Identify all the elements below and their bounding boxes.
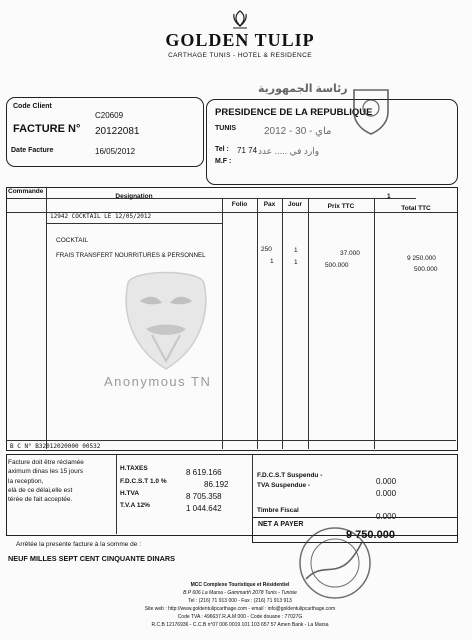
stamp-arabic-bottom: وارد في ..... عدد [258,146,320,156]
header-folio: Folio [231,201,248,208]
tva-value: 1 044.642 [186,504,222,513]
footer-line-5: Code TVA : 496637.R.A.M 000 - Code douane : 77027G [177,614,303,620]
footer-line-4: Site web : http://www.goldentulipcarthage.com - email : info@goldentulipcarthage.com [144,606,336,612]
row-3-total: 500.000 [414,266,438,273]
recipient-city: TUNIS [215,125,236,132]
stamp-date: 2012 - ماي - 30 [264,126,332,137]
footer-line-1: MCC Complexe Touristique et Résidentiel [190,582,290,588]
recipient-name: PRESIDENCE DE LA REPUBLIQUE [215,107,373,118]
ref-bottom-line [46,223,222,224]
note-line-1: Facture doit être réclamée [8,459,84,466]
header-commande: Commande [8,188,44,195]
watermark-text: Anonymous TN [104,374,212,389]
row-2-designation: FRAIS TRANSFERT NOURRITURES & PERSONNEL [56,252,206,259]
recipient-mf-label: M.F : [215,158,232,165]
hotel-name: GOLDEN TULIP [165,30,315,50]
note-line-2: aximum dinas les 15 jours [8,468,84,475]
invoice-date-value: 16/05/2012 [95,147,136,156]
tva-suspended-value: 0.000 [376,489,397,498]
col-line-1 [46,187,47,449]
bcn-top-line [6,440,456,441]
reception-stamp [252,80,402,170]
htaxes-label: H.TAXES [120,465,148,472]
footer-line-2: B.P 606 La Marsa - Gammarth 2078 Tunis - Tunisie [183,590,297,596]
client-info-box [6,97,204,167]
col-line-3 [257,198,258,449]
page-number: 1 [387,193,391,200]
amount-in-words: NEUF MILLES SEPT CENT CINQUANTE DINARS [8,554,176,563]
fdcst-value: 86.192 [204,480,229,489]
tulip-logo-icon [228,8,252,30]
timbre-label: Timbre Fiscal [257,507,299,514]
recipient-tel-value: 71 74 [237,146,258,155]
htva-label: H.TVA [120,490,140,497]
note-line-5: térée de fait acceptée. [8,496,73,503]
timbre-value: 0.000 [376,512,397,521]
net-to-pay-value: 9 750.000 [346,529,395,541]
htaxes-value: 8 619.166 [186,468,222,477]
footer-line-3: Tel : (216) 71 913 000 - Fax : (216) 71 913 913 [188,598,292,604]
invoice-number-value: 20122081 [95,126,140,137]
footer-line-6: R.C.B 12176936 - C.C.B n°07 006 0019 101 103 657 57 Amen Bank - La Marsa [151,622,329,628]
order-reference: 12942 COCKTAIL LE 12/05/2012 [50,213,152,220]
fdcst-label: F.D.C.S.T 1.0 % [120,478,167,485]
tva-suspended-label: TVA Suspendue - [257,482,311,489]
bcn-number: B C N° B32012020000 00532 [10,443,101,450]
invoice-number-label: FACTURE N° [13,123,81,135]
row-1-designation: COCKTAIL [56,237,89,244]
header-prix: Prix TTC [327,203,355,210]
header-pax: Pax [263,201,276,208]
row-2-pax: 250 [261,246,272,253]
invoice-date-label: Date Facture [11,147,54,154]
tva-label: T.V.A 12% [120,502,150,509]
code-client-label: Code Client [13,103,52,110]
row-3-prix: 500.000 [325,262,349,269]
col-line-5 [308,198,309,449]
htva-value: 8 705.358 [186,492,222,501]
row-3-pax: 1 [270,258,274,265]
header-jour: Jour [287,201,303,208]
invoice-table [6,187,458,451]
header-designation: Designation [115,193,153,200]
fdcst-suspended-label: F.D.C.S.T Suspendu - [257,472,323,479]
amount-words-intro: Arrêtée la presente facture à la somme de : [16,541,142,548]
hotel-subtitle: CARTHAGE TUNIS - HOTEL & RESIDENCE [168,52,312,59]
fdcst-suspended-value: 0.000 [376,477,397,486]
row-3-jour: 1 [294,259,298,266]
col-line-4 [282,198,283,449]
recipient-tel-label: Tel : [215,146,229,153]
net-to-pay-label: NET A PAYER [258,521,304,528]
summary-divider-1 [116,454,117,534]
col-line-2 [222,198,223,449]
col-line-6 [374,198,375,449]
row-2-total: 9 250.000 [407,255,436,262]
row-2-prix: 37.000 [340,250,360,257]
code-client-value: C20609 [95,111,124,120]
mask-watermark-icon [118,265,214,375]
header-total: Total TTC [401,205,431,212]
row-2-jour: 1 [294,247,298,254]
emblem-stamp-icon [350,86,392,136]
note-line-3: la reception, [8,478,44,485]
note-line-4: elà de ce délai,elle est [8,487,73,494]
stamp-arabic-top: رئاسة الجمهورية [258,83,348,95]
